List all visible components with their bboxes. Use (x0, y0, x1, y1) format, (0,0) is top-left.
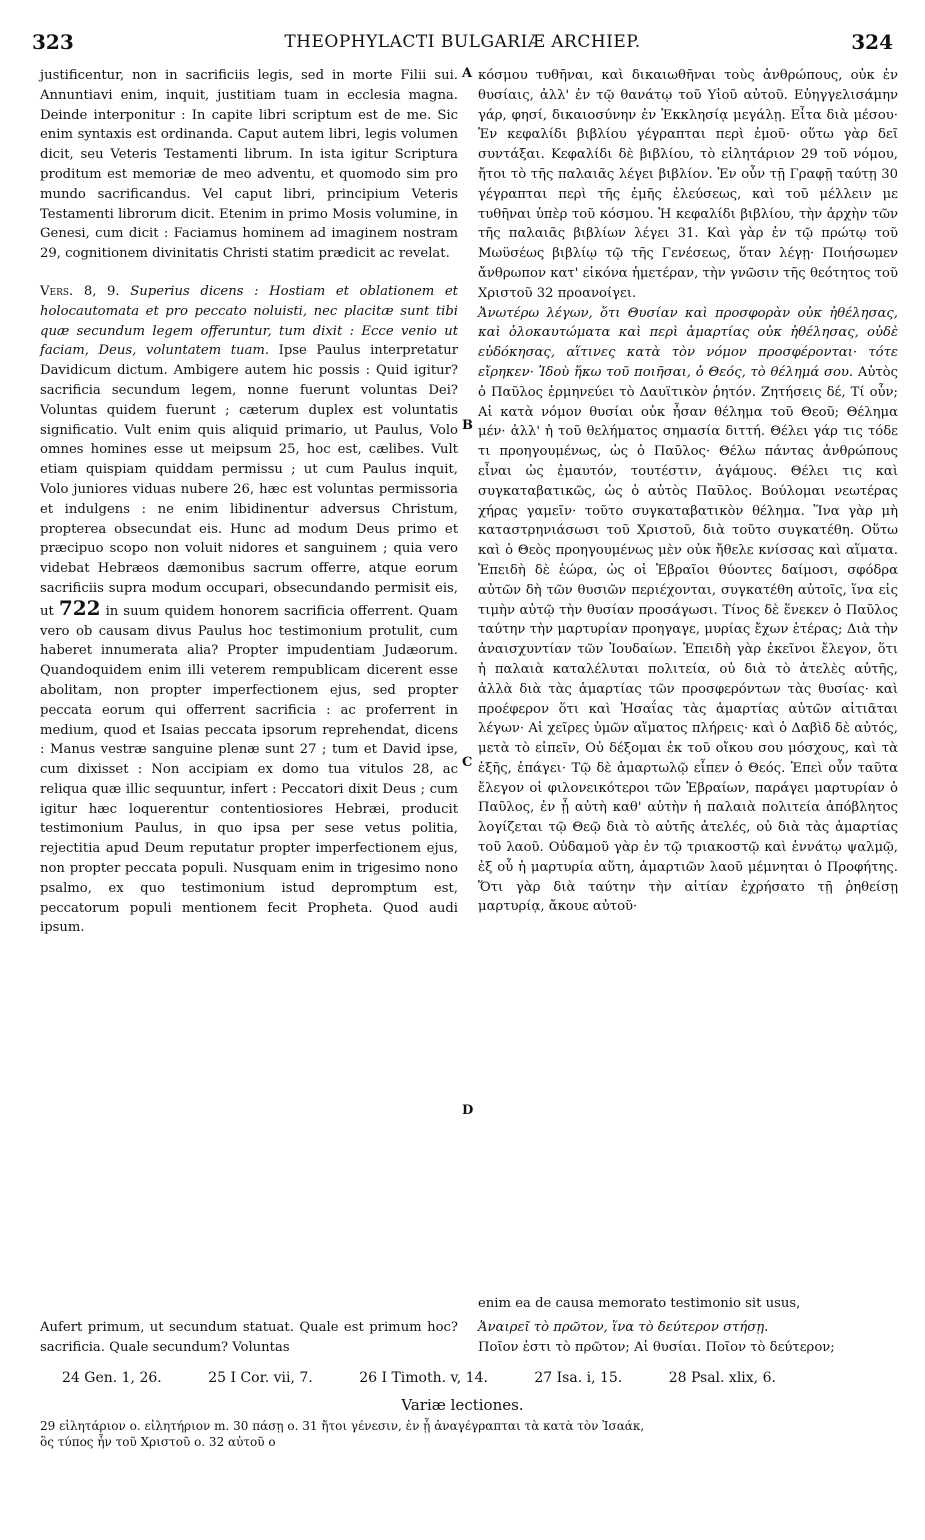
verse-quote: Superius dicens : Hostiam et oblationem et holocautomata et pro peccato noluisti, nec placitæ sunt tibi quæ secundum legem offeruntur, tum dixit : Ecce venio ut faciam, Deus, voluntatem tuam. (40, 283, 458, 359)
greek-paragraph-2-rest: Αὐτὸς ὁ Παῦλος ἑρμηνεύει τὸ Δαυϊτικὸν ῥητόν. Ζητήσεις δέ, Τί οὖν; Αἱ κατὰ νόμον θυσίαι οὐκ ἦσαν θέλημα τοῦ Θεοῦ; Θέλημα μέν· ἀλλ' ἡ τοῦ θελήματος σημασία διττή. Θέλει γάρ τις τόδε τι προηγουμένως, ὡς ὁ Παῦλος· Θέλω πάντας ἀνθρώπους εἶναι ὡς ἐμαυτόν, τουτέστιν, ἀγάμους. Θέλει τις καὶ συγκαταβατικῶς, ὡς ὁ αὐτὸς Παῦλος. Βούλομαι νεωτέρας χήρας γαμεῖν· τοῦτο συγκαταβατικὸν θέλημα. Ἵνα γὰρ μὴ καταστρηνιάσωσι τοῦ Χριστοῦ, διὰ τοῦτο συγκατέθη. Οὕτω καὶ ὁ Θεὸς προηγουμένως μὲν οὐκ ἤθελε κνίσσας καὶ αἵματα. Ἐπειδὴ δὲ ἑώρα, ὡς οἱ Ἑβραῖοι θύοντες δαίμοσι, σφόδρα αὐτῶν δὴ τῶν θυσιῶν περιέχονται, συγκατέθη αὐτοῖς, ἵνα εἰς τιμὴν αὐτῷ τὴν θυσίαν προσάγωσι. Τίνος δὲ ἕνεκεν ὁ Παῦλος ταύτην τὴν μαρτυρίαν προηγαγε, μυρίας ἔχων ἑτέρας; Διὰ τὴν ἀναισχυντίαν τῶν Ἰουδαίων. Ἐπειδὴ γὰρ ἐκεῖνοι ἔλεγον, ὅτι ἡ παλαιὰ καταλέλυται πολιτεία, οὐ διὰ τὸ ἀτελὲς αὐτῆς, ἀλλὰ διὰ τὰς ἁμαρτίας τῶν προσφερόντων τὰς θυσίας· καὶ προέφερον ὅτι καὶ Ἠσαΐας τὰς ἁμαρτίας αὐτῶν αἰτιᾶται λέγων· Αἱ χεῖρες ὑμῶν αἵματος πλήρεις· καὶ ὁ Δαβὶδ δὲ αὐτός, μετὰ τὸ εἰπεῖν, Οὐ δέξομαι ἐκ τοῦ οἴκου σου μόσχους, καὶ τὰ ἑξῆς, ἐπάγει· Τῷ δὲ ἁμαρτωλῷ εἶπεν ὁ Θεός. Ἐπεὶ οὖν ταῦτα ἔλεγον οἱ φιλονεικότεροι τῶν Ἑβραίων, παράγει μαρτυρίαν ὁ Παῦλος, ἐν ᾗ αὐτὴ καθ' αὑτὴν ἡ παλαιὰ πολιτεία ἀπόβλητος λογίζεται τῷ Θεῷ διὰ τὸ αὐτῆς ἀτελές, οὐ διὰ τὰς ἁμαρτίας τοῦ λαοῦ. Οὐδαμοῦ γὰρ ἐν τῷ τριακοστῷ καὶ ἐννάτῳ ψαλμῷ, ἐξ οὗ ἡ μαρτυρία αὕτη, ἁμαρτιῶν λαοῦ μέμνηται ὁ Προφήτης. Ὅτι γὰρ διὰ ταύτην τὴν αἰτίαν ἐχρήσατο τῇ ῥηθείσῃ μαρτυρίᾳ, ἄκουε αὐτοῦ· (478, 364, 898, 915)
greek-bottom (478, 1318, 898, 1358)
margin-marker-a: A (462, 66, 473, 81)
margin-marker-d: D (462, 1103, 474, 1118)
shared-line-text: enim ea de causa memorato testimonio sit usus, (478, 1296, 801, 1311)
reference-item: 24 Gen. 1, 26. (62, 1370, 162, 1386)
variae-lectiones-title: Variæ lectiones. (401, 1396, 524, 1414)
greek-paragraph-2 (478, 304, 898, 918)
scripture-references (62, 1370, 865, 1386)
greek-bottom-line-1: Ἀναιρεῖ τὸ πρῶτον, ἵνα τὸ δεύτερον στήσῃ. (478, 1320, 769, 1335)
varia-line-2: ὃς τύπος ἦν τοῦ Χριστοῦ ο. 32 αὐτοῦ ο (40, 1435, 276, 1449)
latin-paragraph-1: justificentur, non in sacrificiis legis, sed in morte Filii sui. Annuntiavi enim, inquit, justitiam tuam in ecclesia magna. Deinde interponitur : In capite libri scriptum est de me. Sic enim syntaxis est ordinanda. Caput autem libri, legis volumen dicit, seu Veteris Testamenti librum. In ista igitur Scriptura proditum est memoriæ de meo adventu, et quomodo sim pro mundo sacrificandus. Vel caput libri, principium Veteris Testamenti librorum dicit. Etenim in primo Mosis volumine, in Genesi, cum dicit : Faciamus hominem ad imaginem nostram 29, cognitionem divinitatis Christi statim prædicit ac revelat. (40, 68, 458, 262)
latin-bottom: Aufert primum, ut secundum statuat. Quale est primum hoc? sacrificia. Quale secundum? Voluntas (40, 1320, 458, 1355)
latin-column (40, 66, 458, 938)
greek-column (478, 66, 898, 917)
margin-marker-b: B (462, 418, 473, 433)
page-number-left: 323 (32, 30, 74, 54)
greek-paragraph-1: κόσμου τυθῆναι, καὶ δικαιωθῆναι τοὺς ἀνθρώπους, οὐκ ἐν θυσίαις, ἀλλ' ἐν τῷ θανάτῳ τοῦ Υἱοῦ αὐτοῦ. Εὐηγγελισάμην γάρ, φησί, δικαιοσύνην ἐν Ἐκκλησίᾳ μεγάλῃ. Εἶτα διὰ μέσου· Ἐν κεφαλίδι βιβλίου γέγραπται περὶ ἐμοῦ· οὕτω γὰρ δεῖ συντάξαι. Κεφαλίδι δὲ βιβλίου, τὸ εἰλητάριον 29 τοῦ νόμου, ἤτοι τὸ τῆς παλαιᾶς λέγει βιβλίον. Ἐν οὖν τῇ Γραφῇ ταύτῃ 30 γέγραπται περὶ τῆς ἐμῆς ἐλεύσεως, καὶ τοῦ μέλλειν με τυθῆναι ὑπὲρ τοῦ κόσμου. Ἡ κεφαλίδι βιβλίου, τὴν ἀρχὴν τῶν τῆς παλαιᾶς βιβλίων λέγει 31. Καὶ γὰρ ἐν τῷ πρώτῳ τοῦ Μωϋσέως βιβλίῳ τῷ τῆς Γενέσεως, ὅταν λέγῃ· Ποιήσωμεν ἄνθρωπον κατ' εἰκόνα ἡμετέραν, τὴν γνῶσιν τῆς θεότητος τοῦ Χριστοῦ 32 προανοίγει. (478, 68, 898, 301)
latin-paragraph-2b: in suum quidem honorem sacrificia offerrent. Quam vero ob causam divus Paulus hoc testimonium protulit, cum haberet innumerata alia? Propter impudentiam Judæorum. Quandoquidem enim illi veterem rempublicam dicerent esse abolitam, non propter imperfectionem ejus, sed propter peccata eorum qui offerrent sacrificia : ac proferrent in medium, quod et Isaias peccata ipsorum reprehendat, dicens : Manus vestræ sanguine plenæ sunt 27 ; tum et David ipse, cum dixisset : Non accipiam ex domo tua vitulos 28, ac reliqua quæ illic sequuntur, infert : Peccatori dixit Deus ; cum igitur hæc loquerentur contentiosiores Hebræi, producit testimonium Paulus, in quo ipsa per sese vetus politia, rejectitia apud Deum reputatur propter imperfectionem ejus, non propter peccata populi. Nusquam enim in trigesimo nono psalmo, ex quo testimonium istud depromptum est, peccatorum populi mentionem fecit Propheta. Quod audi ipsum. (40, 603, 458, 936)
reference-item: 25 I Cor. vii, 7. (208, 1370, 313, 1386)
running-head: THEOPHYLACTI BULGARIÆ ARCHIEP. (284, 32, 641, 52)
column-number-722: 722 (58, 595, 101, 620)
page-header (32, 30, 893, 56)
greek-verse-quote: Ἀνωτέρω λέγων, ὅτι Θυσίαν καὶ προσφορὰν οὐκ ἠθέλησας, καὶ ὁλοκαυτώματα καὶ περὶ ἁμαρτίας οὐκ ἠθέλησας, οὐδὲ εὐδόκησας, αἵτινες κατὰ τὸν νόμον προσφέρονται· τότε εἴρηκεν· Ἰδοὺ ἥκω τοῦ ποιῆσαι, ὁ Θεός, τὸ θέλημά σου. (478, 305, 898, 380)
varia-line-1: 29 εἰλητάριον ο. εἰλητήριον m. 30 πάσῃ ο. 31 ἤτοι γένεσιν, ἐν ᾗ ἀναγέγραπται τὰ κατὰ τὸν Ἰσαάκ, (40, 1419, 645, 1433)
margin-marker-c: C (462, 755, 473, 770)
latin-paragraph-2 (40, 282, 458, 938)
latin-paragraph-2a: Ipse Paulus interpretatur Davidicum dictum. Ambigere autem hic possis : Quid igitur? sacrificia secundum legem, nonne fuerunt voluntas Dei? Voluntas quidem fuerunt ; cæterum duplex est voluntatis significatio. Vult enim quis aliquid primario, ut Paulus, Volo omnes homines esse ut meipsum 25, hoc est, cælibes. Vult etiam quispiam quiddam permissu ; ut cum Paulus inquit, Volo juniores viduas nubere 26, hæc est voluntas permissoria et indulgens : ne enim libidinentur adversus Christum, propterea obsecundat eis. Hunc ad modum Deus primo et præcipuo scopo non voluit nidores et sanguinem ; quia vero videbat Hebræos dæmonibus sacrum offerre, atque eorum sacrificiis supra modum occupari, obsecundando permisit eis, ut (40, 343, 458, 619)
reference-item: 27 Isa. i, 15. (534, 1370, 623, 1386)
verse-label: Vers. 8, 9. (40, 283, 120, 299)
page-number-right: 324 (851, 30, 893, 54)
variae-lectiones (40, 1418, 885, 1450)
reference-item: 28 Psal. xlix, 6. (668, 1370, 776, 1386)
greek-bottom-line-2: Ποῖον ἐστι τὸ πρῶτον; Αἱ θυσίαι. Ποῖον τὸ δεύτερον; (478, 1339, 835, 1355)
reference-item: 26 I Timoth. v, 14. (359, 1370, 488, 1386)
